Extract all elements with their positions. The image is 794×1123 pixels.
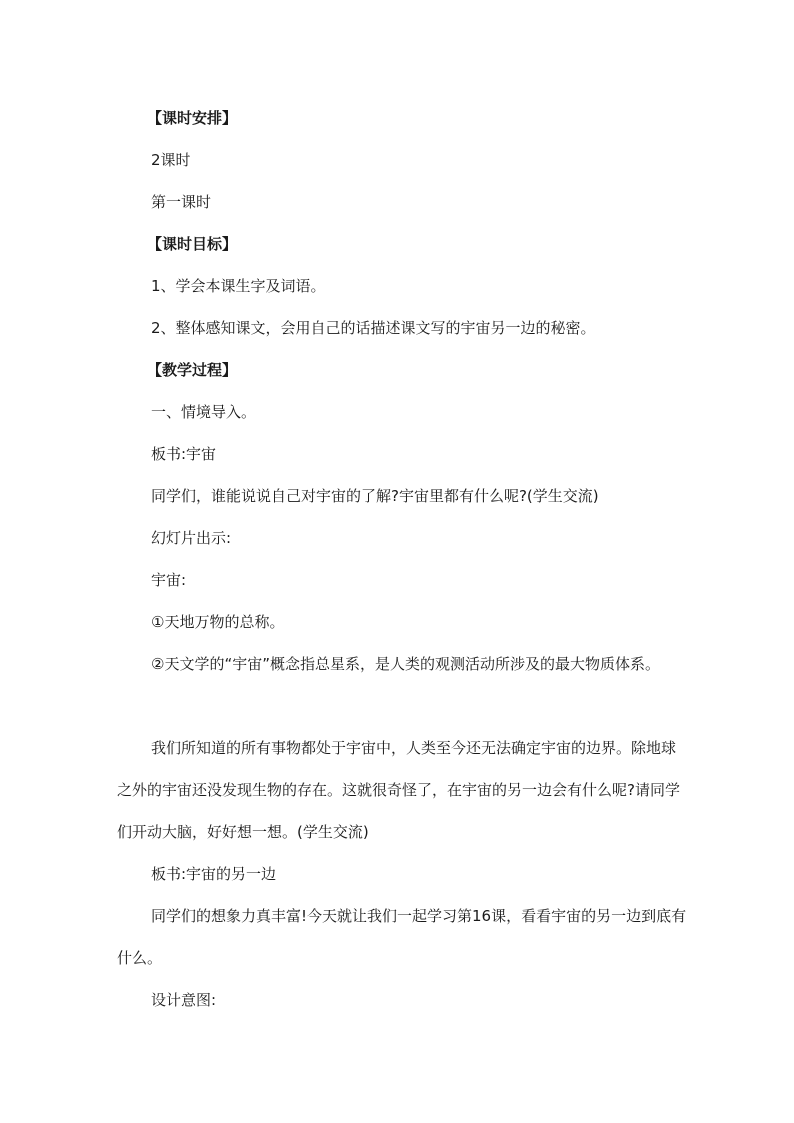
section-heading-goals: 【课时目标】 xyxy=(147,235,238,253)
paragraph-question: 同学们，谁能说说自己对宇宙的了解?宇宙里都有什么呢?(学生交流) xyxy=(151,487,599,505)
step-heading-intro: 一、情境导入。 xyxy=(151,403,257,421)
paragraph-slide-show: 幻灯片出示: xyxy=(151,529,232,547)
paragraph-lesson-count: 2课时 xyxy=(151,151,191,169)
definition-item-1: ①天地万物的总称。 xyxy=(151,613,285,631)
paragraph-universe-term: 宇宙: xyxy=(151,571,187,589)
section-heading-schedule: 【课时安排】 xyxy=(147,109,238,127)
goal-item-2: 2、整体感知课文，会用自己的话描述课文写的宇宙另一边的秘密。 xyxy=(151,319,596,337)
paragraph-first-lesson: 第一课时 xyxy=(151,193,212,211)
board-note-other-side: 板书:宇宙的另一边 xyxy=(151,865,277,883)
definition-item-2: ②天文学的“宇宙”概念指总星系，是人类的观测活动所涉及的最大物质体系。 xyxy=(151,655,660,673)
paragraph-lesson-16: 同学们的想象力真丰富!今天就让我们一起学习第16课，看看宇宙的另一边到底有什么。 xyxy=(117,907,687,967)
section-heading-process: 【教学过程】 xyxy=(147,361,238,379)
goal-item-1: 1、学会本课生字及词语。 xyxy=(151,277,326,295)
paragraph-universe-boundary: 我们所知道的所有事物都处于宇宙中，人类至今还无法确定宇宙的边界。除地球之外的宇宙还没发现生物的存在。这就很奇怪了，在宇宙的另一边会有什么呢?请同学们开动大脑，好好想一想。(学生交流) xyxy=(117,739,680,841)
paragraph-design-intent: 设计意图: xyxy=(151,991,217,1009)
board-note-universe: 板书:宇宙 xyxy=(151,445,217,463)
